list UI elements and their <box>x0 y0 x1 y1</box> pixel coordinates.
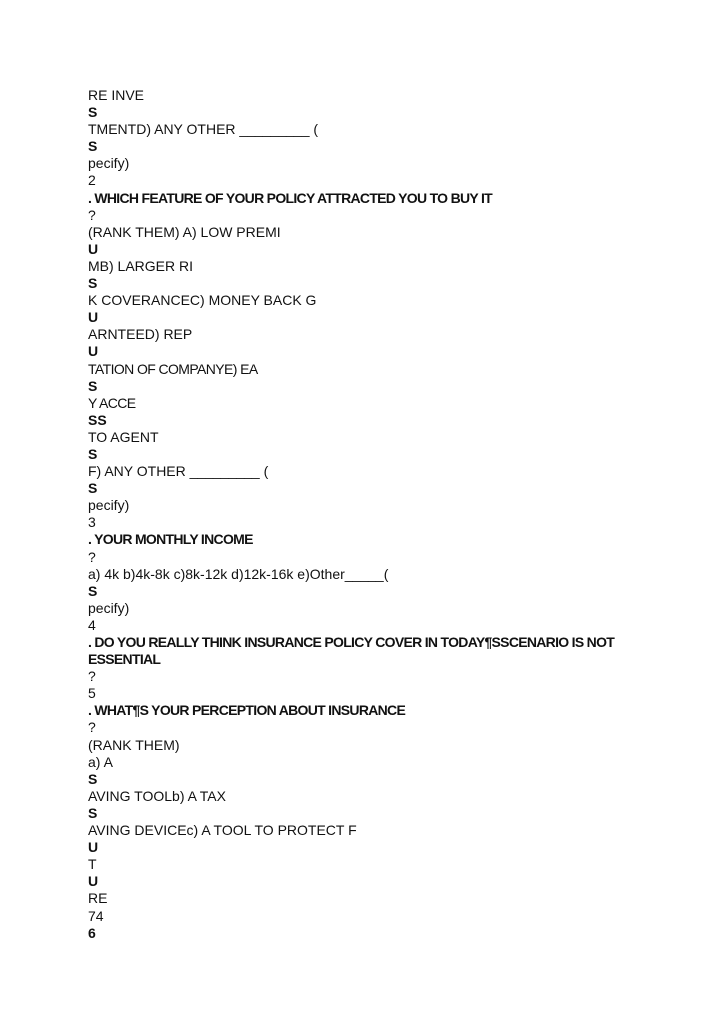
text-line: F) ANY OTHER _________ ( <box>88 463 269 480</box>
bold-fragment: 6 <box>88 924 96 941</box>
text-line: TATION OF COMPANYE) EA <box>88 360 258 377</box>
text-line: pecify) <box>88 599 130 616</box>
question-heading: . YOUR MONTHLY INCOME <box>88 531 253 548</box>
bold-fragment: S <box>88 138 98 155</box>
text-line: AVING TOOLb) A TAX <box>88 787 226 804</box>
text-line: pecify) <box>88 497 130 514</box>
bold-fragment: S <box>88 445 98 462</box>
bold-fragment: U <box>88 343 99 360</box>
text-line: ? <box>88 206 96 223</box>
bold-fragment: S <box>88 275 98 292</box>
bold-fragment: S <box>88 770 98 787</box>
text-line: a) 4k b)4k-8k c)8k-12k d)12k-16k e)Other_____( <box>88 565 389 582</box>
document-text-body <box>88 87 688 942</box>
text-line: K COVERANCEC) MONEY BACK G <box>88 292 317 309</box>
bold-fragment: S <box>88 804 98 821</box>
text-line: RE <box>88 890 108 907</box>
text-line: Y ACCE <box>88 394 136 411</box>
text-line: a) A <box>88 753 113 770</box>
question-heading: . WHAT¶S YOUR PERCEPTION ABOUT INSURANCE <box>88 702 406 719</box>
text-line: 3 <box>88 514 96 531</box>
text-line: ? <box>88 719 96 736</box>
text-line: pecify) <box>88 155 130 172</box>
bold-fragment: S <box>88 377 98 394</box>
question-heading: . DO YOU REALLY THINK INSURANCE POLICY COVER IN TODAY¶SSCENARIO IS NOT <box>88 634 615 650</box>
text-line: TO AGENT <box>88 428 159 445</box>
bold-fragment: S <box>88 582 98 599</box>
text-line: (RANK THEM) <box>88 736 180 753</box>
text-line: ? <box>88 668 96 685</box>
bold-fragment: U <box>88 873 99 890</box>
text-line: RE INVE <box>88 87 145 103</box>
bold-fragment: S <box>88 104 98 121</box>
text-line: TMENTD) ANY OTHER _________ ( <box>88 121 319 138</box>
bold-fragment: U <box>88 839 99 856</box>
text-line: ARNTEED) REP <box>88 326 193 343</box>
text-line: AVING DEVICEc) A TOOL TO PROTECT F <box>88 822 357 839</box>
question-heading: . WHICH FEATURE OF YOUR POLICY ATTRACTED YOU TO BUY IT <box>88 189 492 206</box>
bold-fragment: SS <box>88 411 107 428</box>
text-line: 4 <box>88 616 96 633</box>
text-line: 2 <box>88 172 96 189</box>
text-line: 5 <box>88 685 96 702</box>
bold-fragment: S <box>88 480 98 497</box>
text-line: 74 <box>88 907 104 924</box>
bold-fragment: U <box>88 309 99 326</box>
question-heading: ESSENTIAL <box>88 651 161 668</box>
text-line: ? <box>88 548 96 565</box>
text-line: (RANK THEM) A) LOW PREMI <box>88 223 281 240</box>
bold-fragment: U <box>88 240 99 257</box>
text-line: T <box>88 856 97 873</box>
text-line: MB) LARGER RI <box>88 257 194 274</box>
